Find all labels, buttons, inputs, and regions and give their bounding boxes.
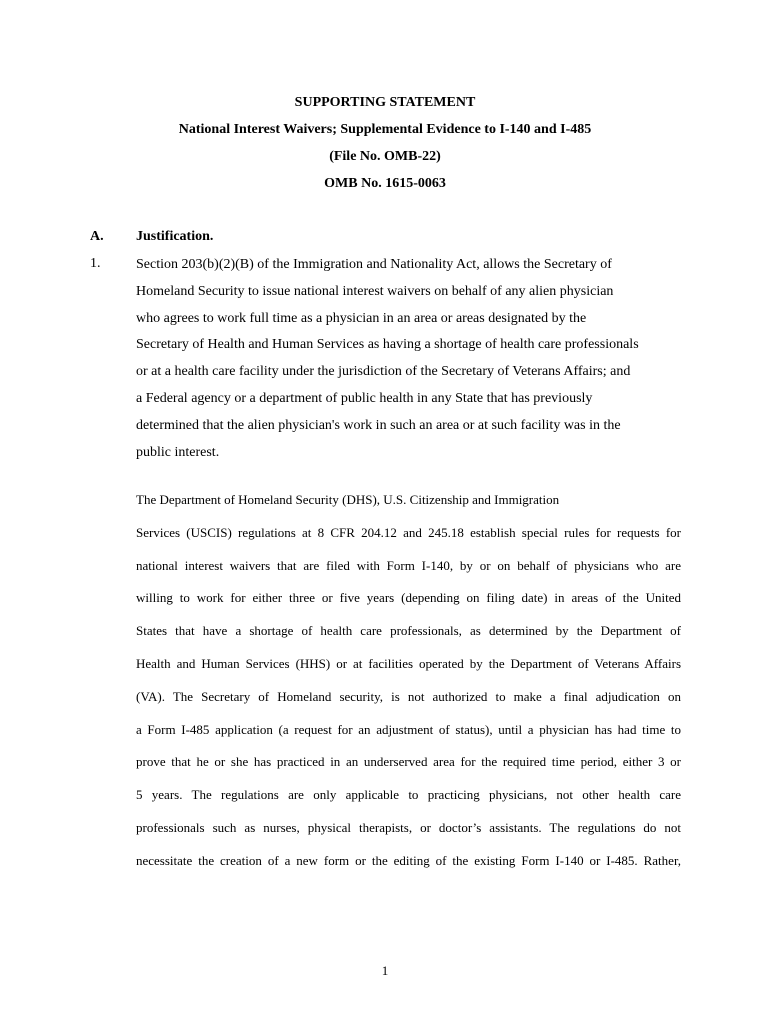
text-line: Section 203(b)(2)(B) of the Immigration and Nationality Act, allows the Secretary of <box>136 257 612 272</box>
document-title: SUPPORTING STATEMENT <box>294 95 476 110</box>
text-line: prove that he or she has practiced in an underserved area for the required time period, either 3 or <box>136 754 681 770</box>
file-number: (File No. OMB-22) <box>329 149 441 164</box>
text-line: 5 years. The regulations are only applicable to practicing physicians, not other health care <box>136 787 681 803</box>
section-title: Justification. <box>136 229 214 244</box>
text-line: a Federal agency or a department of public health in any State that has previously <box>136 390 593 406</box>
omb-number: OMB No. 1615-0063 <box>324 176 446 191</box>
document-subtitle: National Interest Waivers; Supplemental Evidence to I-140 and I-485 <box>178 122 592 137</box>
text-line: States that have a shortage of health care professionals, as determined by the Department of <box>136 623 681 639</box>
text-line: public interest. <box>136 444 220 460</box>
text-line: determined that the alien physician's work in such an area or at such facility was in the <box>136 417 621 433</box>
body-paragraph <box>136 484 681 878</box>
text-line: willing to work for either three or five years (depending on filing date) in areas of the United <box>136 590 681 606</box>
text-line: Secretary of Health and Human Services as having a shortage of health care professionals <box>136 337 639 353</box>
text-line: (VA). The Secretary of Homeland security, is not authorized to make a final adjudication on <box>136 688 681 704</box>
text-line: who agrees to work full time as a physician in an area or areas designated by the <box>136 310 587 326</box>
item-paragraph <box>136 252 684 466</box>
text-line: Homeland Security to issue national interest waivers on behalf of any alien physician <box>136 283 614 299</box>
item-number: 1. <box>90 256 101 271</box>
text-line: or at a health care facility under the jurisdiction of the Secretary of Veterans Affairs; and <box>136 364 631 380</box>
section-letter: A. <box>90 229 104 244</box>
text-line: Services (USCIS) regulations at 8 CFR 204.12 and 245.18 establish special rules for requests for <box>136 524 681 540</box>
text-line: necessitate the creation of a new form or the editing of the existing Form I-140 or I-485. Rather, <box>136 852 681 868</box>
text-line: national interest waivers that are filed with Form I-140, by or on behalf of physicians who are <box>136 557 681 573</box>
text-line: The Department of Homeland Security (DHS), U.S. Citizenship and Immigration <box>136 492 560 507</box>
text-line: Health and Human Services (HHS) or at facilities operated by the Department of Veterans Affairs <box>136 655 681 671</box>
text-line: professionals such as nurses, physical therapists, or doctor’s assistants. The regulations do not <box>136 819 681 835</box>
page-number: 1 <box>381 963 389 978</box>
text-line: a Form I-485 application (a request for an adjustment of status), until a physician has had time to <box>136 721 681 737</box>
